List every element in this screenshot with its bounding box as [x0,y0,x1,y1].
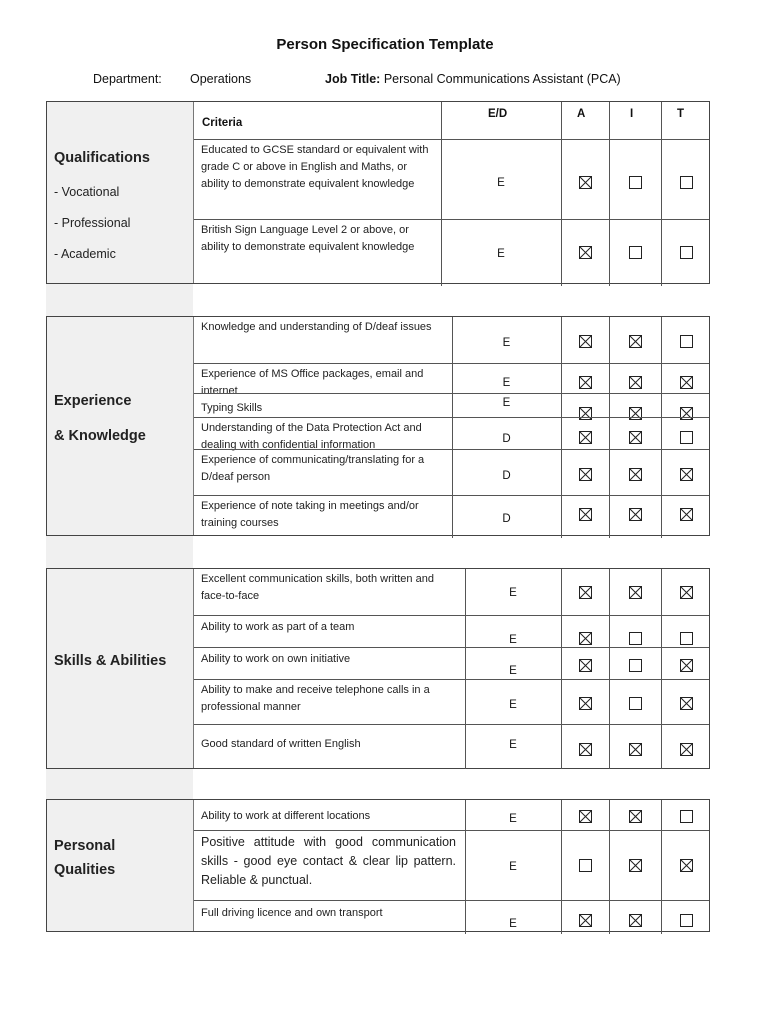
column-divider [609,680,610,725]
job-title [325,72,621,86]
column-header-t: T [677,108,685,120]
criteria-row [194,363,709,397]
column-header-ed: E/D [488,108,508,120]
column-divider [452,418,453,450]
checkbox-t-unchecked[interactable] [680,810,693,823]
checkbox-t-unchecked[interactable] [680,914,693,927]
section-qualifications [46,101,710,284]
column-divider [561,616,562,648]
page-title: Person Specification Template [276,36,494,53]
criteria-text: Typing Skills [201,402,263,414]
ed-value: D [502,470,511,482]
job-title-label: Job Title: [325,72,381,86]
criteria-text: Ability to work as part of a team [201,621,355,633]
column-divider [609,317,610,363]
criteria-row [194,647,709,680]
checkbox-t-checked[interactable] [680,697,693,710]
checkbox-a-checked[interactable] [579,176,592,189]
column-divider [609,364,610,394]
checkbox-a-checked[interactable] [579,632,592,645]
criteria-text: Experience of communicating/translating for a D/deaf person [201,454,425,483]
section-personal [46,799,710,932]
checkbox-i-checked[interactable] [629,468,642,481]
checkbox-a-checked[interactable] [579,697,592,710]
criteria-row [194,615,709,648]
criteria-row [194,830,709,901]
column-divider [661,394,662,418]
checkbox-a-checked[interactable] [579,246,592,259]
checkbox-t-unchecked[interactable] [680,246,693,259]
checkbox-t-unchecked[interactable] [680,335,693,348]
checkbox-a-checked[interactable] [579,468,592,481]
column-divider [561,496,562,538]
column-divider [609,569,610,615]
checkbox-a-checked[interactable] [579,743,592,756]
checkbox-a-checked[interactable] [579,335,592,348]
section-gap [46,284,193,316]
checkbox-a-checked[interactable] [579,810,592,823]
checkbox-i-checked[interactable] [629,335,642,348]
section-sidebar [47,317,194,535]
ed-value: E [497,248,505,260]
checkbox-i-checked[interactable] [629,859,642,872]
criteria-row [194,449,709,496]
column-divider [661,648,662,680]
checkbox-t-checked[interactable] [680,376,693,389]
column-divider [609,496,610,538]
column-divider [609,450,610,496]
checkbox-i-checked[interactable] [629,743,642,756]
checkbox-i-checked[interactable] [629,376,642,389]
ed-value: E [502,397,511,409]
criteria-text: Full driving licence and own transport [201,907,383,919]
column-divider [561,450,562,496]
column-divider [661,450,662,496]
criteria-row [194,679,709,725]
criteria-text: Ability to work on own initiative [201,653,351,665]
column-divider [465,901,466,934]
column-divider [561,680,562,725]
checkbox-t-unchecked[interactable] [680,632,693,645]
column-divider [561,569,562,615]
criteria-row [194,800,709,830]
checkbox-i-unchecked[interactable] [629,632,642,645]
column-divider [441,102,442,139]
section-heading: Experience [54,393,132,409]
column-divider [561,831,562,901]
checkbox-t-unchecked[interactable] [680,431,693,444]
criteria-text: Good standard of written English [201,738,361,750]
checkbox-a-checked[interactable] [579,431,592,444]
ed-value: E [509,587,517,599]
criteria-row [194,417,709,450]
criteria-text: Excellent communication skills, both written and face-to-face [201,573,434,602]
column-divider [661,616,662,648]
criteria-row [194,139,709,220]
criteria-text: Knowledge and understanding of D/deaf issues [201,321,432,333]
column-divider [561,901,562,934]
checkbox-a-checked[interactable] [579,376,592,389]
section-sub-item: - Professional [54,216,131,230]
checkbox-t-checked[interactable] [680,508,693,521]
criteria-text: Educated to GCSE standard or equivalent with grade C or above in English and Maths, or ability to demonstrate equivalent knowledge [201,144,429,190]
column-divider [561,800,562,830]
criteria-row [194,900,709,934]
checkbox-t-checked[interactable] [680,659,693,672]
column-header-criteria: Criteria [202,117,243,129]
checkbox-i-unchecked[interactable] [629,176,642,189]
ed-value: E [509,739,517,751]
ed-value: D [502,433,511,445]
column-divider [609,140,610,220]
checkbox-i-checked[interactable] [629,914,642,927]
column-divider [452,496,453,538]
column-divider [465,569,466,615]
criteria-row [194,317,709,363]
section-heading: Qualifications [54,150,150,166]
column-divider [609,725,610,769]
column-divider [661,831,662,901]
ed-value: E [509,634,517,646]
column-divider [609,102,610,139]
checkbox-a-unchecked[interactable] [579,859,592,872]
checkbox-t-checked[interactable] [680,859,693,872]
checkbox-i-checked[interactable] [629,431,642,444]
ed-value: E [502,337,511,349]
column-divider [609,418,610,450]
column-divider [609,616,610,648]
checkbox-a-checked[interactable] [579,508,592,521]
checkbox-i-unchecked[interactable] [629,246,642,259]
criteria-text: Experience of MS Office packages, email and internet [201,368,424,397]
job-title-value: Personal Communications Assistant (PCA) [383,72,621,86]
checkbox-t-checked[interactable] [680,468,693,481]
checkbox-i-unchecked[interactable] [629,659,642,672]
department-label: Department: [93,72,162,86]
criteria-text: Positive attitude with good communication skills - good eye contact & clear lip pattern. Reliable & punctual. [201,835,456,887]
checkbox-i-checked[interactable] [629,586,642,599]
column-divider [661,725,662,769]
checkbox-a-checked[interactable] [579,914,592,927]
ed-value: E [502,377,511,389]
column-divider [609,901,610,934]
criteria-text: Ability to make and receive telephone calls in a professional manner [201,684,430,713]
column-divider [465,725,466,769]
ed-value: E [509,665,517,677]
column-divider [661,317,662,363]
section-sidebar [47,102,194,283]
section-experience [46,316,710,536]
section-heading-line2: Qualities [54,862,116,878]
column-divider [609,394,610,418]
column-header-a: A [577,108,586,120]
column-divider [609,220,610,286]
department-value: Operations [190,72,252,86]
criteria-text: Ability to work at different locations [201,810,371,822]
column-divider [441,140,442,220]
column-divider [561,220,562,286]
ed-value: E [509,813,517,825]
column-divider [452,450,453,496]
section-gap [46,536,193,568]
checkbox-t-checked[interactable] [680,743,693,756]
column-divider [561,418,562,450]
section-sub-item: - Vocational [54,185,120,199]
column-divider [661,800,662,830]
column-divider [661,901,662,934]
checkbox-i-checked[interactable] [629,810,642,823]
criteria-text: Experience of note taking in meetings and/or training courses [201,500,419,529]
column-divider [661,220,662,286]
column-divider [561,102,562,139]
ed-value: E [497,177,505,189]
column-divider [465,800,466,830]
criteria-row [194,219,709,286]
ed-value: E [509,699,517,711]
column-divider [452,317,453,363]
checkbox-i-unchecked[interactable] [629,697,642,710]
section-sidebar [47,569,194,768]
column-header-i: I [630,108,634,120]
column-divider [452,364,453,394]
column-divider [441,220,442,286]
column-divider [561,140,562,220]
criteria-row [194,495,709,538]
checkbox-a-checked[interactable] [579,659,592,672]
section-skills [46,568,710,769]
ed-value: E [509,861,517,873]
section-heading-line2: & Knowledge [54,428,146,444]
section-gap [46,769,193,799]
column-divider [661,364,662,394]
column-divider [561,394,562,418]
column-divider [661,680,662,725]
column-divider [465,648,466,680]
ed-value: D [502,513,511,525]
column-divider [561,648,562,680]
checkbox-t-unchecked[interactable] [680,176,693,189]
ed-value: E [509,918,517,930]
checkbox-t-checked[interactable] [680,586,693,599]
column-divider [661,496,662,538]
criteria-text: British Sign Language Level 2 or above, or ability to demonstrate equivalent knowledge [201,224,415,253]
column-divider [465,831,466,901]
column-divider [609,831,610,901]
criteria-row [194,393,709,418]
column-divider [661,102,662,139]
column-divider [452,394,453,418]
criteria-row [194,569,709,615]
checkbox-a-checked[interactable] [579,586,592,599]
column-divider [661,140,662,220]
column-divider [561,317,562,363]
section-heading: Personal [54,838,116,854]
criteria-text: Understanding of the Data Protection Act and dealing with confidential information [201,422,422,451]
column-divider [561,364,562,394]
column-divider [661,569,662,615]
column-divider [465,680,466,725]
column-divider [465,616,466,648]
criteria-row [194,724,709,769]
column-divider [561,725,562,769]
column-divider [609,800,610,830]
section-sidebar [47,800,194,931]
checkbox-i-checked[interactable] [629,508,642,521]
section-heading: Skills & Abilities [54,653,167,669]
column-divider [661,418,662,450]
column-divider [609,648,610,680]
section-sub-item: - Academic [54,247,116,261]
